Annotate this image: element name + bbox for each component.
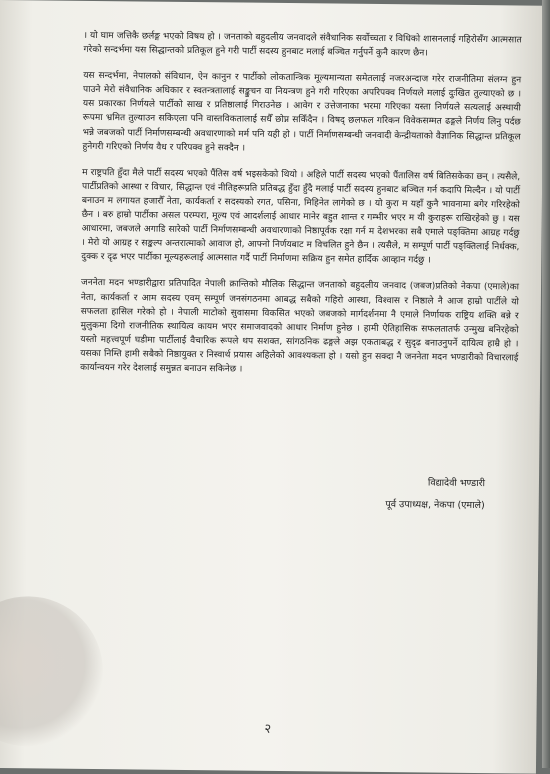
page-number: २ bbox=[264, 721, 272, 737]
paragraph-3: म राष्ट्रपति हुँदा मैले पार्टी सदस्य भएको पैंतिस वर्ष भइसकेको थियो । अहिले पार्टी सदस्य भएको पैंतालिस वर्ष बितिसकेका छन् । त्यसैले, पार्टीप्रतिको आस्था र विचार, सिद्धान्त एवं नीतिहरूप्रति प्रतिबद्ध हुँदा हुँदै मलाई पार्टी सदस्य हुनबाट बञ्चित गर्न कदापि मिल्दैन । यो पार्टी बनाउन म लगायत हजारौँ नेता, कार्यकर्ता र सदस्यको रगत, पसिना, मिहिनेत लागेको छ । यो कुरा म यहाँ कुनै भावनामा बगेर गरिरहेको छैन । बरु हाम्रो पार्टीका असल परम्परा, मूल्य एवं आदर्शलाई आधार मानेर बहुत शान्त र गम्भीर भएर म यी कुराहरू राखिरहेको छु । यस आधारमा, जबजले अगाडि सारेको पार्टी निर्माणसम्बन्धी अवधारणाको निष्ठापूर्वक रक्षा गर्न म देशभरका सबै एमाले पङ्क्तिमा आग्रह गर्दछु । मेरो यो आग्रह र सङ्कल्प अन्तरात्माको आवाज हो, आफ्नो निर्णयबाट म विचलित हुने छैन । त्यसैले, म सम्पूर्ण पार्टी पङ्क्तिलाई निर्धक्क, दुक्क र दृढ भएर पार्टीका मूल्यहरूलाई आत्मसात गर्दै पार्टी निर्माणमा सक्रिय हुन समेत हार्दिक आव्हान गर्दछु । bbox=[81, 167, 521, 266]
paragraph-2: यस सन्दर्भमा, नेपालको संविधान, ऐन कानुन र पार्टीको लोकतान्त्रिक मूल्यमान्यता समेतलाई नजरअन्दाज गरेर राजनीतिमा संलग्न हुन पाउने मेरो संवैधानिक अधिकार र स्वतन्त्रतालाई सङ्कुचन वा नियन्त्रण हुने गरी गरिएका अपरिपक्व निर्णयले मलाई दुःखित तुल्याएको छ । यस प्रकारका निर्णयले पार्टीको साख र प्रतिष्ठालाई गिराउनेछ । आवेग र उत्तेजनाका भरमा गरिएका यस्ता निर्णयले सत्यलाई अस्थायी रूपमा भ्रमित तुल्याउन सकिएला पनि वास्तविकतालाई सधैँ छोप्न सकिँदैन । विषद् छलफल गरिकन विवेकसम्मत ढङ्गले निर्णय लिनु पर्दछ भन्ने जबजको पार्टी निर्माणसम्बन्धी अवधारणाको मर्म पनि यही हो । पार्टी निर्माणसम्बन्धी जनवादी केन्द्रीयताको वैज्ञानिक सिद्धान्त प्रतिकूल हुनेगरी गरिएको निर्णय वैध र परिपक्व हुने सक्दैन । bbox=[82, 71, 522, 154]
paper-edge bbox=[542, 0, 550, 768]
signatory-title: पूर्व उपाध्यक्ष, नेकपा (एमाले) bbox=[385, 499, 485, 512]
signature-block bbox=[385, 472, 485, 517]
signatory-name: विद्यादेवी भण्डारी bbox=[427, 477, 486, 490]
paragraph-4: जननेता मदन भण्डारीद्वारा प्रतिपादित नेपाली क्रान्तिको मौलिक सिद्धान्त जनताको बहुदलीय जनवाद (जबज)प्रतिको नेकपा (एमाले)का नेता, कार्यकर्ता र आम सदस्य एवम् सम्पूर्ण जनसंगठनमा आबद्ध सबैको गहिरो आस्था, विश्वास र निष्ठाले नै आज हाम्रो पार्टीले यो सफलता हासिल गरेको हो । नेपाली माटोको सुवासमा विकसित भएको जबजको मार्गदर्शनमा नै एमाले निर्णायक राष्ट्रिय शक्ति बन्ने र मुलुकमा दिगो राजनीतिक स्थायित्व कायम भएर समाजवादको आधार निर्माण हुनेछ । हामी ऐतिहासिक सफलतातर्फ उन्मुख बनिरहेको यस्तो महत्त्वपूर्ण घडीमा पार्टीलाई वैचारिक रूपले थप सशक्त, सांगठनिक ढङ्गले अझ एकताबद्ध र सुदृढ बनाउनुपर्ने दायित्व हाम्रै हो । यसका निम्ति हामी सबैको निष्ठायुक्त र निस्वार्थ प्रयास अहिलेको आवश्यकता हो । यसो हुन सक्दा नै जननेता मदन भण्डारीको विचारलाई कार्यान्वयन गरेर देशलाई समुन्नत बनाउन सकिनेछ । bbox=[80, 278, 520, 375]
thumb-shadow bbox=[0, 596, 104, 748]
body-text bbox=[80, 29, 522, 392]
paragraph-1: । यो घाम जत्तिकै छर्लङ्ग भएको विषय हो । जनताको बहुदलीय जनवादले संवैधानिक सर्वोच्चता र विधिको शासनलाई गहिरोसँग आत्मसात गरेको सन्दर्भमा यस सिद्धान्तको प्रतिकूल हुने गरी पार्टी सदस्य हुनबाट मलाई बञ्चित गर्नुपर्ने कुनै कारण छैन। bbox=[83, 30, 522, 59]
